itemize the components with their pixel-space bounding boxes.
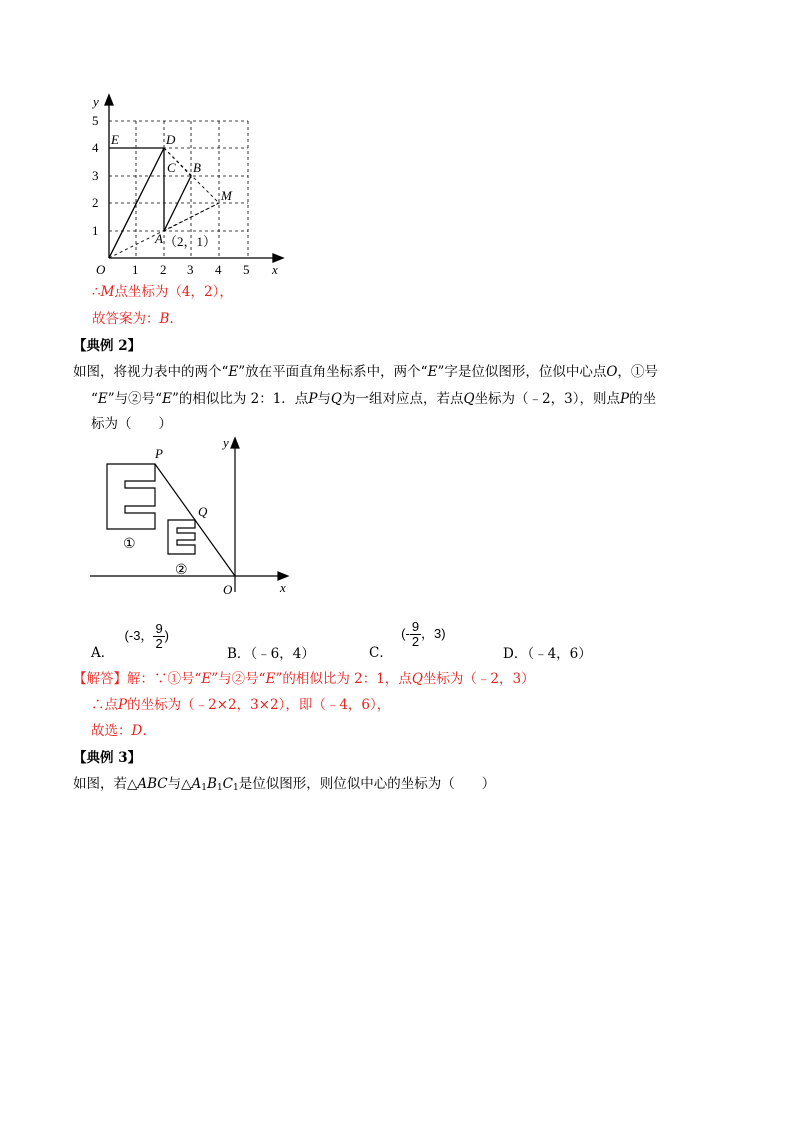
y-tick-3: 3 bbox=[92, 168, 99, 183]
example2-answer-line2 bbox=[91, 696, 390, 714]
q-text: 如图，将视力表中的两个“ bbox=[73, 364, 229, 380]
fraction-9-over-2 bbox=[410, 620, 421, 649]
q-text: 是位似图形，则位似中心的坐标为（ ） bbox=[238, 776, 496, 792]
origin-label: O bbox=[223, 582, 233, 597]
answer-letter: D bbox=[131, 723, 143, 739]
vertex-B1: B bbox=[207, 776, 217, 792]
letter-P: P bbox=[118, 697, 128, 713]
x-tick-1: 1 bbox=[132, 262, 139, 277]
example2-question-line1 bbox=[73, 363, 658, 381]
solution1-text: 点坐标为（4，2）， bbox=[114, 284, 233, 300]
q-text: 与△ bbox=[167, 776, 192, 792]
example2-heading: 【典例 2】 bbox=[73, 338, 142, 354]
subscript: 1 bbox=[216, 783, 223, 793]
option-D-value: （﹣4，6） bbox=[527, 646, 592, 662]
therefore-symbol: ∴ bbox=[92, 284, 101, 300]
answer-text: 故选： bbox=[91, 723, 132, 739]
answer-text: ”与②号“ bbox=[211, 671, 266, 687]
option-C-value bbox=[401, 616, 445, 652]
subscript: 1 bbox=[201, 783, 208, 793]
coordinate-figure-1 bbox=[80, 90, 300, 280]
vertex-C1: C bbox=[222, 776, 234, 792]
answer-letter: B bbox=[159, 311, 170, 327]
x-axis-label: x bbox=[280, 580, 286, 595]
origin-label: O bbox=[96, 262, 106, 277]
q-text: 坐标为（﹣2，3），则点 bbox=[474, 391, 620, 407]
y-tick-5: 5 bbox=[92, 113, 99, 128]
solution1-line2 bbox=[92, 310, 174, 328]
q-text: ”的相似比为 2：1．点 bbox=[171, 391, 309, 407]
q-text: 的坐 bbox=[629, 391, 657, 407]
example3-heading: 【典例 3】 bbox=[73, 750, 142, 766]
q-text: 如图，若△ bbox=[73, 776, 138, 792]
answer-period: . bbox=[169, 311, 174, 327]
subscript: 1 bbox=[233, 783, 239, 793]
example2-answer-line3 bbox=[91, 722, 147, 740]
axes bbox=[90, 438, 288, 592]
letter-E-shape-small bbox=[168, 520, 195, 554]
option-B-label: B． bbox=[227, 646, 251, 662]
letter-Q: Q bbox=[411, 671, 423, 687]
letter-Q: Q bbox=[330, 391, 342, 407]
letter-Q: Q bbox=[463, 391, 475, 407]
example3-question bbox=[73, 775, 495, 797]
option-A[interactable] bbox=[91, 620, 170, 661]
y-axis-label: y bbox=[223, 435, 229, 450]
y-tick-2: 2 bbox=[92, 195, 99, 210]
point-label-A: A bbox=[155, 231, 163, 246]
y-tick-4: 4 bbox=[92, 140, 99, 155]
option-C[interactable] bbox=[369, 618, 446, 661]
letter-P: P bbox=[308, 391, 318, 407]
point-label-E: E bbox=[111, 132, 119, 147]
option-B-value: （﹣6，4） bbox=[250, 646, 315, 662]
denominator: 2 bbox=[411, 633, 420, 649]
option-D-label: D． bbox=[503, 646, 528, 662]
letter-E: E bbox=[201, 671, 212, 687]
triangle-ABC: ABC bbox=[137, 776, 168, 792]
q-text: “ bbox=[91, 391, 98, 407]
circle-label-2: ② bbox=[175, 563, 188, 578]
x-tick-5: 5 bbox=[243, 262, 250, 277]
q-text: ”放在平面直角坐标系中，两个“ bbox=[238, 364, 428, 380]
letter-E: E bbox=[228, 364, 239, 380]
letter-E-shape-large bbox=[107, 464, 155, 529]
answer-text: 【解答】解：∵①号“ bbox=[73, 671, 202, 687]
vertex-A1: A bbox=[191, 776, 202, 792]
x-tick-4: 4 bbox=[215, 262, 222, 277]
x-axis-label: x bbox=[272, 262, 278, 277]
point-label-B: B bbox=[193, 160, 201, 175]
point-A-coordinate: （2，1） bbox=[164, 234, 217, 249]
y-axis-label: y bbox=[93, 94, 99, 109]
circle-label-1: ① bbox=[123, 537, 136, 552]
answer-prefix: 故答案为： bbox=[92, 311, 160, 327]
letter-E: E bbox=[427, 364, 438, 380]
letter-E: E bbox=[162, 391, 172, 407]
line-P-to-O bbox=[155, 464, 235, 576]
var-M: M bbox=[100, 284, 115, 300]
coordinate-figure-2 bbox=[85, 432, 300, 602]
q-text: ”与②号“ bbox=[107, 391, 163, 407]
y-tick-1: 1 bbox=[92, 223, 99, 238]
answer-text: ”的相似比为 2：1，点 bbox=[275, 671, 412, 687]
example2-answer-line1 bbox=[73, 670, 535, 688]
letter-E: E bbox=[97, 391, 108, 407]
point-label-Q: Q bbox=[198, 504, 208, 519]
denominator: 2 bbox=[155, 635, 163, 651]
answer-text: 的坐标为（﹣2×2，3×2），即（﹣4，6）， bbox=[127, 697, 391, 713]
answer-period: . bbox=[142, 723, 147, 739]
numerator: 9 bbox=[155, 620, 163, 636]
option-C-pre: (- bbox=[401, 625, 410, 641]
option-C-label: C． bbox=[369, 645, 393, 661]
answer-text: 坐标为（﹣2，3） bbox=[422, 671, 535, 687]
option-A-label: A． bbox=[91, 645, 115, 661]
solution1-line1 bbox=[92, 283, 233, 301]
option-D[interactable] bbox=[503, 645, 592, 663]
option-C-post: ，3) bbox=[421, 625, 446, 641]
option-B[interactable] bbox=[227, 645, 315, 663]
fraction-9-over-2 bbox=[153, 622, 164, 651]
point-label-M: M bbox=[221, 188, 232, 203]
q-text: ，①号 bbox=[617, 364, 658, 380]
example2-question-line2 bbox=[91, 390, 656, 408]
point-label-P: P bbox=[155, 446, 163, 461]
q-text: 与 bbox=[317, 391, 331, 407]
q-text: ”字是位似图形，位似中心点 bbox=[437, 364, 607, 380]
numerator: 9 bbox=[411, 618, 420, 634]
option-A-pre: (-3， bbox=[124, 627, 154, 643]
point-label-C: C bbox=[167, 160, 176, 175]
example2-question-line3: 标为（ ） bbox=[91, 416, 172, 432]
point-label-D: D bbox=[166, 132, 176, 147]
x-tick-2: 2 bbox=[160, 262, 167, 277]
letter-E: E bbox=[265, 671, 276, 687]
option-A-value bbox=[125, 618, 169, 654]
x-tick-3: 3 bbox=[187, 262, 194, 277]
letter-P: P bbox=[620, 391, 630, 407]
answer-text: ∴点 bbox=[91, 697, 118, 713]
q-text: 为一组对应点，若点 bbox=[341, 391, 464, 407]
option-A-post: ) bbox=[164, 627, 170, 643]
letter-O: O bbox=[606, 364, 618, 380]
